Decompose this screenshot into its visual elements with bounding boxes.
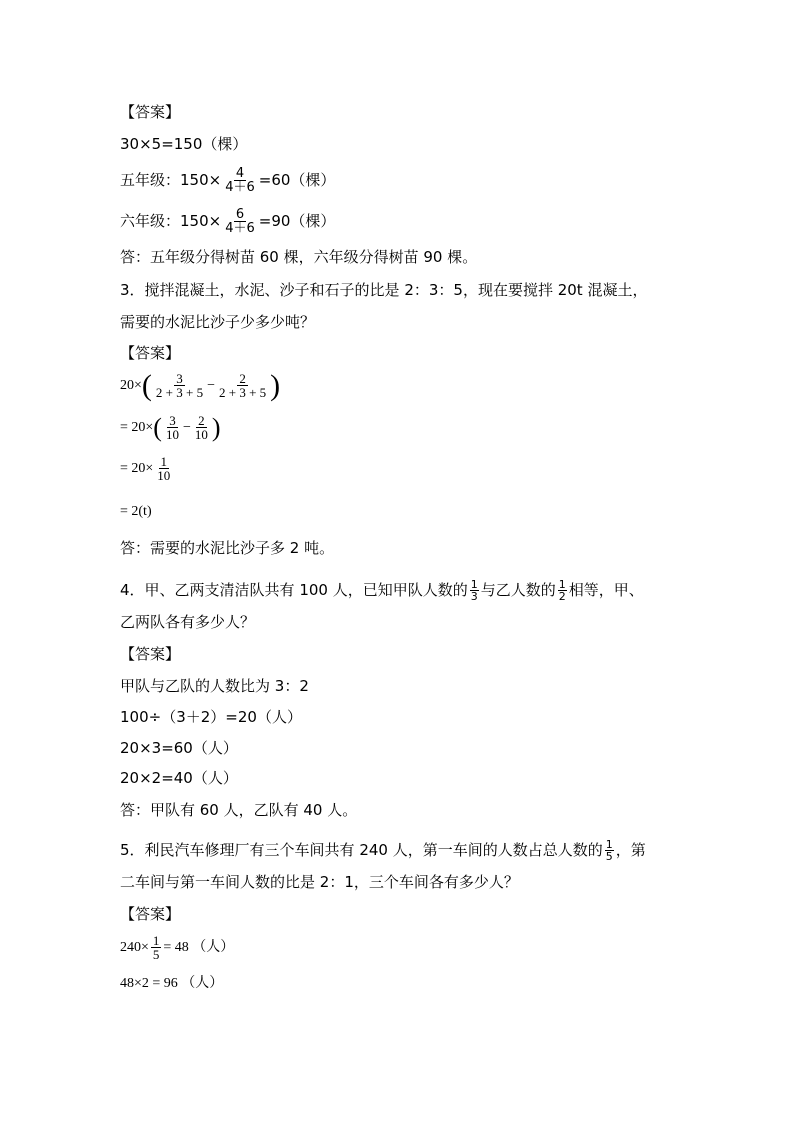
answer-label: 【答案】 [120,645,181,663]
fraction: $\frac{1}{5}$ [605,838,613,863]
answer-statement: 答：需要的水泥比沙子多 2 吨。 [120,539,335,557]
grade5-calc: 五年级：150× $\frac{4}{4+6}$ =60（棵） [120,166,336,195]
fraction: $\frac{1}{5}$ [152,933,160,963]
calc-line: 甲队与乙队的人数比为 3：2 [120,677,309,695]
calc-line: 20×2=40（人） [120,769,238,787]
fraction: $\frac{2}{10}$ [194,413,208,443]
calc-line: 20×3=60（人） [120,739,238,757]
calc-line: 30×5=150（棵） [120,135,248,153]
calc-step: = 2(t) [120,504,152,519]
question-text: 二车间与第一车间人数的比是 2：1，三个车间各有多少人？ [120,873,519,891]
answer-label: 【答案】 [120,103,181,121]
question-text: 3．搅拌混凝土，水泥、沙子和石子的比是 2：3：5，现在要搅拌 20t 混凝土， [120,281,648,299]
fraction: $\frac{3}{2 + 3 + 5}$ [155,371,204,401]
question-text: 需要的水泥比沙子少多少吨？ [120,313,316,331]
calc-step: 48×2 = 96 （人） [120,976,224,991]
calc-step: = 20× $\frac{1}{10}$ [120,454,171,484]
answer-label: 【答案】 [120,905,181,923]
question-text: 5．利民汽车修理厂有三个车间共有 240 人，第一车间的人数占总人数的 $\frac{1}{5}$ ，第 [120,838,646,863]
fraction: $\frac{4}{4+6}$ [225,166,255,195]
answer-statement: 答：五年级分得树苗 60 棵，六年级分得树苗 90 棵。 [120,248,478,266]
calc-step: 20×( $\frac{3}{2 + 3 + 5}$ − $\frac{2}{2 + 3 + 5}$ ) [120,368,281,402]
fraction: $\frac{3}{10}$ [165,413,179,443]
fraction: $\frac{1}{2}$ [558,578,566,603]
fraction: $\frac{1}{10}$ [157,454,171,484]
fraction: $\frac{6}{4+6}$ [225,207,255,236]
calc-step: = 20×( $\frac{3}{10}$ − $\frac{2}{10}$ ) [120,412,221,443]
question-text: 4．甲、乙两支清洁队共有 100 人，已知甲队人数的 $\frac{1}{3}$ 与乙人数的 $\frac{1}{2}$ 相等，甲、 [120,578,644,603]
answer-label: 【答案】 [120,344,181,362]
question-text: 乙两队各有多少人？ [120,613,256,631]
calc-step: 240× $\frac{1}{5}$ = 48 （人） [120,933,235,963]
grade6-calc: 六年级：150× $\frac{6}{4+6}$ =90（棵） [120,207,336,236]
answer-statement: 答：甲队有 60 人，乙队有 40 人。 [120,801,358,819]
fraction: $\frac{2}{2 + 3 + 5}$ [218,371,267,401]
fraction: $\frac{1}{3}$ [470,578,478,603]
calc-line: 100÷（3＋2）=20（人） [120,708,302,726]
